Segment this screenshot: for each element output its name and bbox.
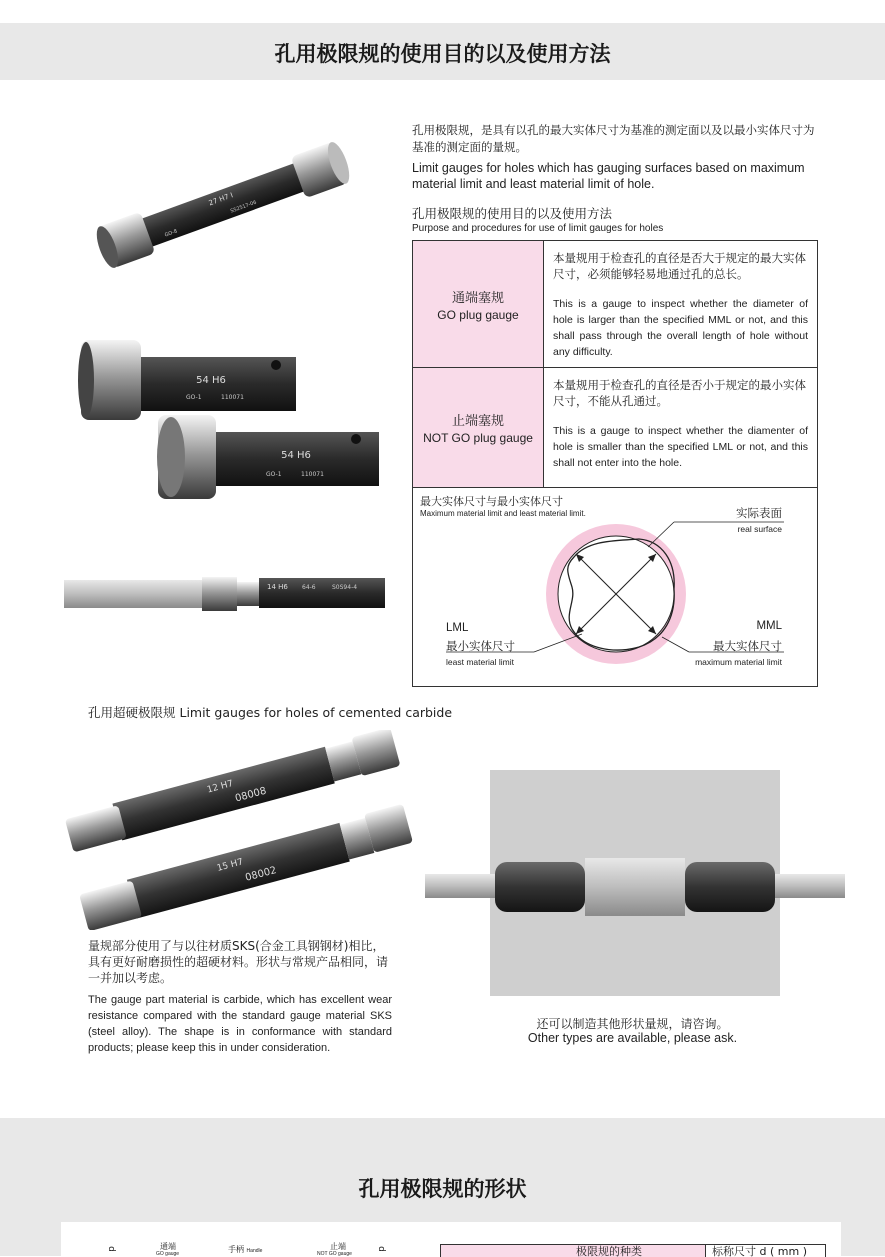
carbide-desc-cn: 量规部分使用了与以往材质SKS(合金工具钢钢材)相比，具有更好耐磨损性的超硬材料。形状与常规产品相同，请一并加以考虑。 — [88, 939, 389, 985]
table-row — [413, 241, 818, 368]
gauge-photo-double-end — [78, 135, 368, 275]
shape-go-en: GO gauge — [156, 1251, 180, 1257]
purpose-title-cn: 孔用极限规的使用目的以及使用方法 — [412, 206, 613, 221]
go-plug-cell — [413, 241, 544, 368]
gauge2-no: 110071 — [221, 394, 244, 401]
notgo-plug-desc-en: This is a gauge to inspect whether the diamenter of hole is smaller than the specified LML or not, and this shall not enter into the hole. — [553, 425, 808, 469]
lml-abbr: LML — [446, 622, 469, 634]
intro-en: Limit gauges for holes which has gauging surfaces based on maximum material limit and least material limit of hole. — [412, 161, 805, 191]
shape-handle-cn-text: 手柄 — [228, 1245, 244, 1254]
diagram-row — [413, 488, 818, 687]
page-title: 孔用极限规的使用目的以及使用方法 — [274, 42, 611, 66]
carbide2-no: 08002 — [244, 864, 278, 884]
mml-cn: 最大实体尺寸 — [713, 639, 782, 653]
carbide1-mark: 12 H7 — [206, 778, 235, 796]
shape-go-cn: 通端 — [160, 1242, 176, 1251]
other-types-photo — [420, 770, 845, 998]
gauge3-sub: GO-1 — [266, 471, 282, 478]
notgo-plug-cell — [413, 368, 544, 488]
gauge1-mark: 27 H7 Ⅰ — [207, 191, 235, 208]
gauge4-sub: 64-6 — [302, 584, 316, 591]
shape-notgo-en: NOT GO gauge — [317, 1251, 352, 1257]
surface-label-en: real surface — [737, 524, 782, 534]
carbide-gauge-photo — [58, 730, 413, 930]
other-types-cn: 还可以制造其他形状量规，请咨询。 — [536, 1017, 729, 1031]
notgo-plug-name-cn: 止端塞规 — [451, 414, 504, 429]
carbide-title: 孔用超硬极限规 Limit gauges for holes of cemented carbide — [88, 705, 453, 720]
size-header: 标称尺寸 d ( mm ) — [712, 1245, 807, 1257]
gauge3-mark: 54 H6 — [281, 450, 311, 461]
notgo-plug-desc-cell — [544, 368, 818, 488]
shape-d-label-right: d — [375, 1246, 386, 1252]
shape-notgo-cn: 止端 — [330, 1242, 346, 1251]
shape-d-label-left: d — [105, 1246, 116, 1252]
lml-en: least material limit — [446, 657, 515, 667]
intro-cn: 孔用极限规，是具有以孔的最大实体尺寸为基准的测定面以及以最小实体尺寸为基准的测定面的量规。 — [412, 123, 815, 154]
go-plug-name-cn: 通端塞规 — [451, 290, 504, 306]
notgo-plug-name-en: NOT GO plug gauge — [423, 431, 533, 445]
go-plug-name-en: GO plug gauge — [437, 307, 519, 322]
shape-handle-cn — [228, 1244, 262, 1255]
notgo-plug-desc-cn: 本量规用于检查孔的直径是否小于规定的最小实体尺寸，不能从孔通过。 — [553, 378, 806, 408]
gauge-photo-small — [62, 572, 387, 616]
diagram-title-cn: 最大实体尺寸与最小实体尺寸 — [420, 495, 563, 508]
diagram-title-en: Maximum material limit and least material limit. — [420, 509, 586, 518]
gauge4-mark: 14 H6 — [267, 583, 288, 591]
shape-table-header — [440, 1244, 826, 1257]
surface-label-cn: 实际表面 — [736, 506, 782, 520]
size-header-cell — [705, 1245, 826, 1257]
go-plug-desc-en: This is a gauge to inspect whether the diameter of hole is larger than the specified MML or not, and this shall pass through the overall length of hole without any difficulty. — [553, 298, 808, 358]
gauge1-sub: GO-8 — [163, 228, 179, 239]
purpose-table — [412, 240, 818, 687]
lml-cn: 最小实体尺寸 — [446, 639, 515, 653]
purpose-title-en: Purpose and procedures for use of limit gauges for holes — [412, 223, 664, 234]
type-header: 极限规的种类 — [576, 1245, 642, 1257]
gauge3-no: 110071 — [301, 471, 324, 478]
gauge-photo-single-end — [76, 335, 386, 505]
carbide-desc-en: The gauge part material is carbide, which has excellent wear resistance compared with the standard gauge material SKS (steel alloy). The shape is in conformance with standard products; please keep this in under consideration. — [88, 994, 392, 1054]
shape-section-title: 孔用极限规的形状 — [358, 1177, 527, 1201]
carbide1-no: 08008 — [234, 785, 268, 805]
gauge1-no: S52517-06 — [229, 199, 258, 215]
go-plug-desc-cell — [544, 241, 818, 368]
gauge4-no: S0S94-4 — [332, 584, 358, 591]
go-plug-desc-cn: 本量规用于检查孔的直径是否大于规定的最大实体尺寸，必须能够轻易地通过孔的总长。 — [553, 251, 806, 281]
mml-en: maximum material limit — [695, 657, 782, 667]
other-types-en: Other types are available, please ask. — [527, 1031, 738, 1045]
mml-abbr: MML — [756, 620, 782, 632]
gauge2-mark: 54 H6 — [196, 375, 226, 386]
gauge2-sub: GO-1 — [186, 394, 202, 401]
carbide2-mark: 15 H7 — [215, 857, 245, 874]
shape-handle-en: Handle — [246, 1248, 263, 1254]
diagram-cell — [413, 488, 818, 687]
table-row — [413, 368, 818, 488]
